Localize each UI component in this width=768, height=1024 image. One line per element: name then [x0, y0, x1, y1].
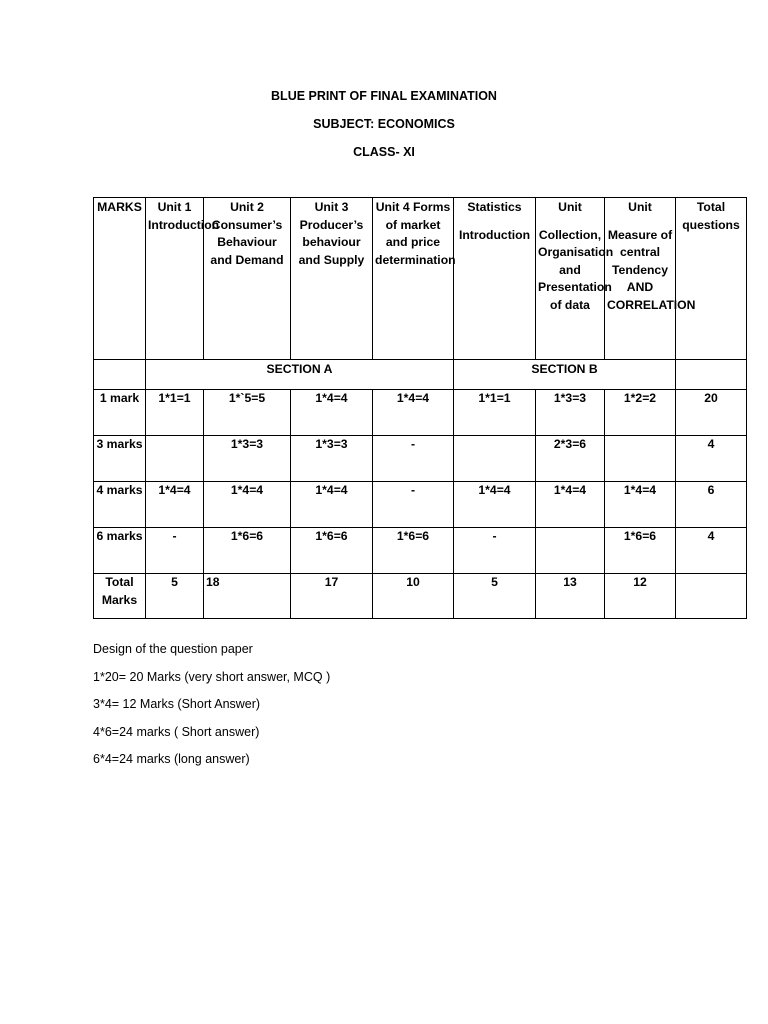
- total-row: [94, 574, 747, 619]
- design-line: 4*6=24 marks ( Short answer): [93, 725, 260, 739]
- header-statistics-sub: Introduction: [458, 227, 531, 242]
- header-cell-unit1: Unit 1 Introduction: [146, 198, 204, 360]
- table-row: [94, 390, 747, 436]
- table-row: [94, 482, 747, 528]
- header-cell-unit6: [536, 198, 614, 360]
- table-cell: 12: [605, 574, 676, 619]
- header-cell-total: Total questions: [676, 198, 747, 360]
- header-cell-unit3: Unit 3 Producer’s behaviour and Supply: [291, 198, 373, 360]
- header-row: [94, 198, 747, 360]
- header-cell-statistics: [454, 198, 536, 360]
- table-cell: [676, 574, 747, 619]
- header-statistics-label: Statistics: [467, 200, 522, 214]
- section-blank-cell: [94, 360, 146, 390]
- table-cell: 1*4=4: [291, 390, 373, 436]
- table-cell: 6: [676, 482, 747, 528]
- header-unit7-sub: Measure of central Tendency AND CORRELATION: [607, 227, 696, 312]
- table-cell: 17: [291, 574, 373, 619]
- table-cell: 1*4=4: [146, 482, 204, 528]
- table-cell: 5: [454, 574, 536, 619]
- table-cell: 4: [676, 436, 747, 482]
- header-cell-unit2: Unit 2 Consumer’s Behaviour and Demand: [204, 198, 291, 360]
- header-unit7-label: Unit: [628, 200, 652, 214]
- row-label: 4 marks: [94, 482, 146, 528]
- table-cell: 4: [676, 528, 747, 574]
- table-cell: 1*4=4: [605, 482, 676, 528]
- subject-heading: SUBJECT: ECONOMICS: [313, 117, 455, 131]
- table-cell: 1*`5=5: [204, 390, 291, 436]
- table-cell: -: [373, 482, 454, 528]
- class-heading: CLASS- XI: [353, 145, 415, 159]
- section-blank-cell: [676, 360, 747, 390]
- table-cell: [146, 436, 204, 482]
- table-cell: -: [454, 528, 536, 574]
- table-cell: 10: [373, 574, 454, 619]
- header-cell-marks: MARKS: [94, 198, 146, 360]
- header-cell-unit4: Unit 4 Forms of market and price determination: [373, 198, 454, 360]
- design-line: 1*20= 20 Marks (very short answer, MCQ ): [93, 670, 331, 684]
- table-cell: 1*6=6: [605, 528, 676, 574]
- table-cell: 5: [146, 574, 204, 619]
- table-cell: 1*1=1: [146, 390, 204, 436]
- table-cell: 1*4=4: [536, 482, 605, 528]
- table-cell: 2*3=6: [536, 436, 605, 482]
- table-cell: 1*2=2: [605, 390, 676, 436]
- section-row: [94, 360, 747, 390]
- row-label: 1 mark: [94, 390, 146, 436]
- table-cell: 1*1=1: [454, 390, 536, 436]
- section-a-label: SECTION A: [146, 360, 454, 390]
- header-unit6-sub: Collection, Organisation and Presentation of data: [538, 227, 614, 312]
- table-cell: 1*6=6: [373, 528, 454, 574]
- section-b-label: SECTION B: [454, 360, 676, 390]
- table-cell: 1*3=3: [536, 390, 605, 436]
- table-cell: 1*6=6: [291, 528, 373, 574]
- header-unit6-label: Unit: [558, 200, 582, 214]
- table-cell: 1*4=4: [373, 390, 454, 436]
- row-label: Total Marks: [94, 574, 146, 619]
- table-cell: [536, 528, 605, 574]
- table-cell: 1*4=4: [291, 482, 373, 528]
- table-cell: 1*3=3: [291, 436, 373, 482]
- row-label: 6 marks: [94, 528, 146, 574]
- table-cell: 18: [204, 574, 291, 619]
- document-title: BLUE PRINT OF FINAL EXAMINATION: [271, 89, 497, 103]
- table-row: [94, 528, 747, 574]
- header-cell-unit7: [605, 198, 696, 360]
- table-cell: 1*4=4: [454, 482, 536, 528]
- design-line: 6*4=24 marks (long answer): [93, 752, 250, 766]
- design-line: 3*4= 12 Marks (Short Answer): [93, 697, 261, 711]
- table-cell: 1*4=4: [204, 482, 291, 528]
- table-row: [94, 436, 747, 482]
- design-heading: Design of the question paper: [93, 642, 253, 656]
- table-cell: 20: [676, 390, 747, 436]
- table-cell: -: [146, 528, 204, 574]
- table-cell: 1*6=6: [204, 528, 291, 574]
- table-cell: [605, 436, 676, 482]
- table-cell: -: [373, 436, 454, 482]
- blueprint-table: [93, 197, 747, 619]
- row-label: 3 marks: [94, 436, 146, 482]
- table-cell: 13: [536, 574, 605, 619]
- table-cell: [454, 436, 536, 482]
- table-cell: 1*3=3: [204, 436, 291, 482]
